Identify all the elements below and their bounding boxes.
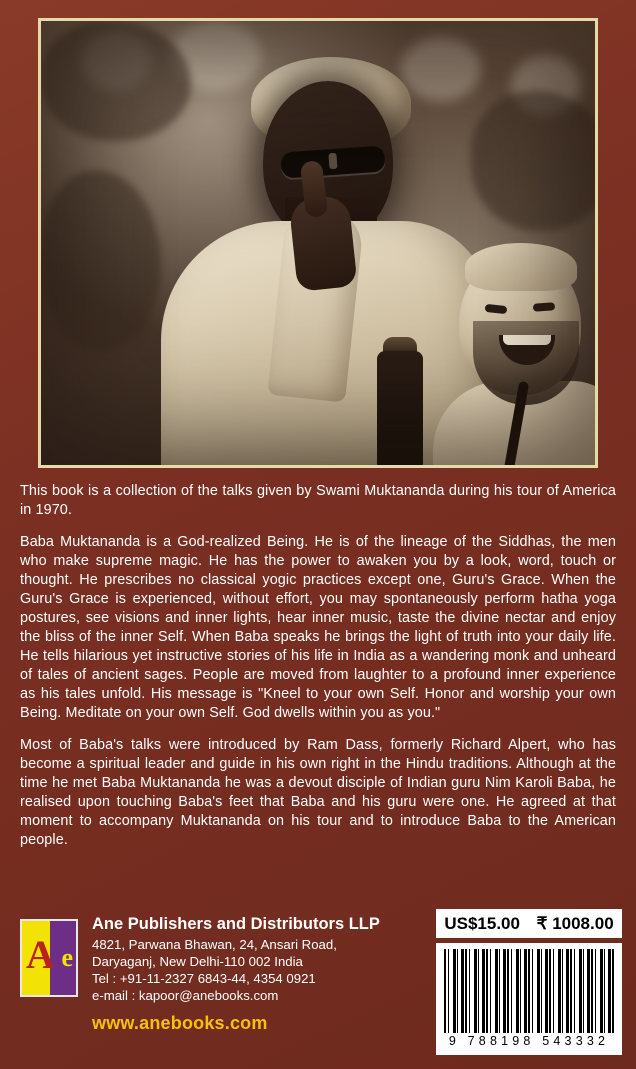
logo-letter-a: A <box>26 932 55 977</box>
cover-photo <box>38 18 598 468</box>
publisher-address-line: Daryaganj, New Delhi-110 002 India <box>92 953 303 969</box>
publisher-logo-icon <box>20 919 78 997</box>
footer <box>14 909 622 1059</box>
logo-letter-e: e <box>61 943 73 972</box>
price-inr: ₹ 1008.00 <box>536 914 614 933</box>
price-usd: US$15.00 <box>444 914 520 933</box>
blurb-paragraph: This book is a collection of the talks given by Swami Muktananda during his tour of America in 1970. <box>20 483 616 519</box>
publisher-name: Ane Publishers and Distributors LLP <box>92 915 380 933</box>
price-box <box>436 909 622 938</box>
barcode-bars <box>444 949 614 1033</box>
blurb-paragraph: Most of Baba's talks were introduced by Ram Dass, formerly Richard Alpert, who has become a spiritual leader and guide in his own right in the Hindu traditions. Although at the time he met Baba Muktananda he was a devout disciple of Indian guru Nim Karoli Baba, he realised upon touching Baba's feet that Baba and his guru were one. He agreed at that moment to accompany Muktananda on his tour and to introduce Baba to the American people. <box>20 737 616 849</box>
blurb-paragraph: Baba Muktananda is a God-realized Being. He is of the lineage of the Siddhas, the men who make supreme magic. He has the power to awaken you by a look, word, touch or thought. He prescribes no classical yogic practices except one, Guru's Grace. When the Guru's Grace is experienced, without effort, you may spontaneously perform hatha yoga postures, see visions and inner lights, hear inner music, taste the divine nectar and enjoy the bliss of the inner Self. When Baba speaks he brings the light of truth into your daily life. He tells hilarious yet instructive stories of his life in India as a wandering monk and unheard of tales of ancient sages. People are moved from laughter to a profound inner experience as his tales unfold. His message is "Kneel to your own Self. Honor and worship your own Being. Meditate on your own Self. God dwells within you as you." <box>20 534 616 722</box>
publisher-email: e-mail : kapoor@anebooks.com <box>92 987 279 1003</box>
publisher-phone: Tel : +91-11-2327 6843-44, 4354 0921 <box>92 970 316 986</box>
photo-image <box>41 21 595 465</box>
blurb-text <box>20 482 616 850</box>
publisher-address-line: 4821, Parwana Bhawan, 24, Ansari Road, <box>92 937 337 952</box>
publisher-info <box>92 915 380 1005</box>
publisher-website[interactable]: www.anebooks.com <box>92 1013 268 1033</box>
barcode-number: 9 788198 543332 <box>448 1034 610 1048</box>
barcode <box>436 943 622 1055</box>
